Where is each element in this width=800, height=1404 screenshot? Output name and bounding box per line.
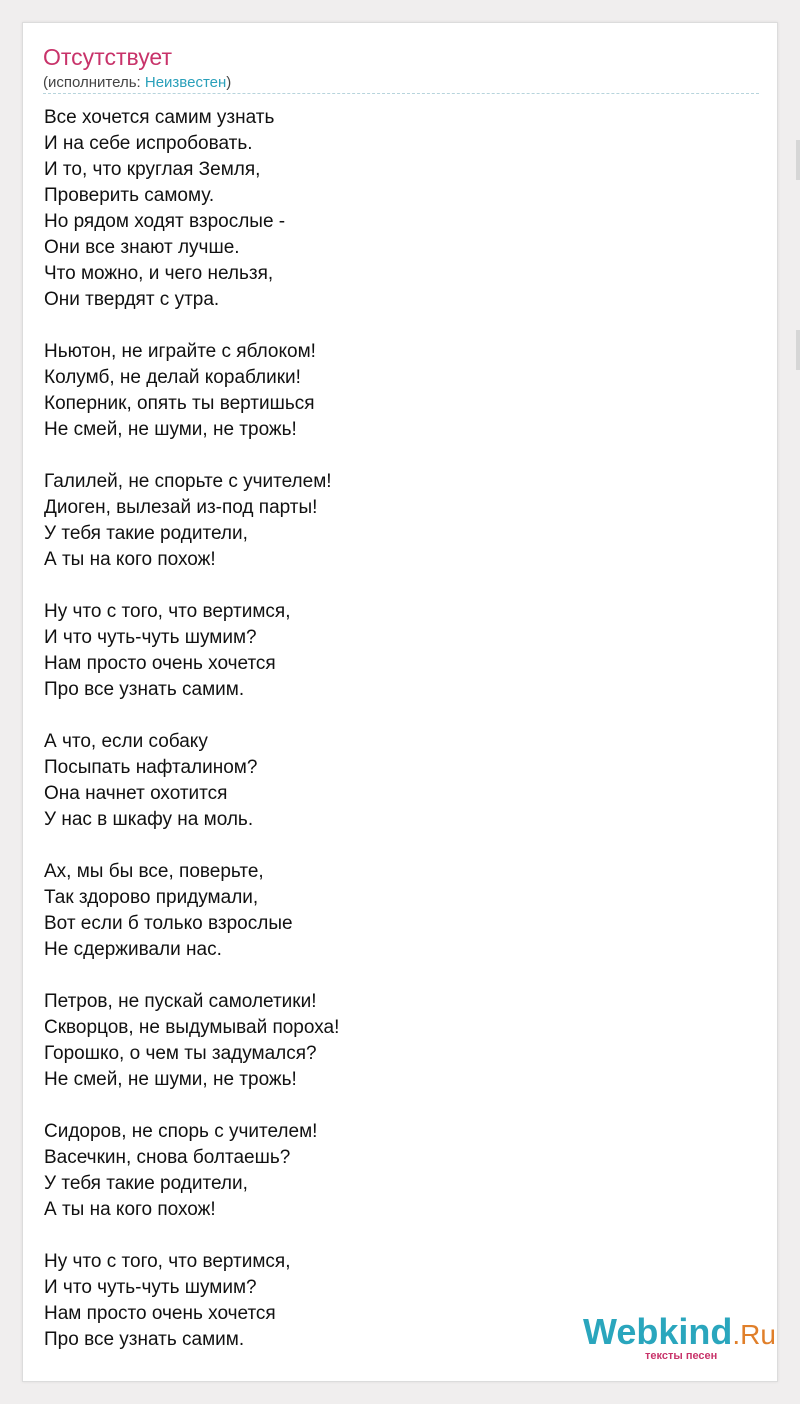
lyric-line: Колумб, не делай кораблики! [44, 367, 301, 388]
lyric-line: Вот если б только взрослые [44, 913, 293, 934]
stanza [44, 105, 744, 313]
lyric-line: Все хочется самим узнать [44, 107, 275, 128]
lyric-line: Сидоров, не спорь с учителем! [44, 1121, 318, 1142]
lyric-line: И то, что круглая Земля, [44, 159, 261, 180]
lyric-line: Ну что с того, что вертимся, [44, 601, 291, 622]
lyric-line: Про все узнать самим. [44, 679, 245, 700]
title-divider [43, 93, 759, 94]
lyric-line: Нам просто очень хочется [44, 1303, 276, 1324]
lyrics-card [22, 22, 778, 1382]
lyric-line: Коперник, опять ты вертишься [44, 393, 315, 414]
lyric-line: И что чуть-чуть шумим? [44, 1277, 257, 1298]
stanza [44, 729, 744, 833]
lyric-line: Нам просто очень хочется [44, 653, 276, 674]
artist-suffix: ) [226, 74, 232, 91]
lyric-line: Они твердят с утра. [44, 289, 220, 310]
stanza [44, 1119, 744, 1223]
stanza [44, 469, 744, 573]
artist-line [43, 73, 231, 93]
lyric-line: Ах, мы бы все, поверьте, [44, 861, 264, 882]
lyric-line: Так здорово придумали, [44, 887, 259, 908]
stanza [44, 859, 744, 963]
lyric-line: Скворцов, не выдумывай пороха! [44, 1017, 340, 1038]
lyric-line: Что можно, и чего нельзя, [44, 263, 274, 284]
lyric-line: Не сдерживали нас. [44, 939, 222, 960]
logo-tld: .Ru [732, 1319, 776, 1350]
stanza [44, 339, 744, 443]
lyric-line: У нас в шкафу на моль. [44, 809, 254, 830]
lyric-line: Васечкин, снова болтаешь? [44, 1147, 291, 1168]
lyric-line: И что чуть-чуть шумим? [44, 627, 257, 648]
lyric-line: А ты на кого похож! [44, 549, 216, 570]
lyric-line: Не смей, не шуми, не трожь! [44, 1069, 297, 1090]
lyric-line: Ну что с того, что вертимся, [44, 1251, 291, 1272]
lyric-line: А что, если собаку [44, 731, 208, 752]
logo-wordmark [583, 1312, 776, 1355]
lyric-line: Петров, не пускай самолетики! [44, 991, 317, 1012]
logo-main-text: Webkind [583, 1311, 733, 1352]
song-title: Отсутствует [43, 44, 172, 70]
lyric-line: Они все знают лучше. [44, 237, 240, 258]
lyric-line: Ньютон, не играйте с яблоком! [44, 341, 316, 362]
lyric-line: А ты на кого похож! [44, 1199, 216, 1220]
stanza [44, 599, 744, 703]
lyric-line: Проверить самому. [44, 185, 215, 206]
lyric-line: У тебя такие родители, [44, 523, 248, 544]
lyrics-text [44, 105, 744, 1353]
lyric-line: Она начнет охотится [44, 783, 228, 804]
lyric-line: У тебя такие родители, [44, 1173, 248, 1194]
lyric-line: Посыпать нафталином? [44, 757, 258, 778]
webkind-logo[interactable] [583, 1312, 783, 1382]
artist-prefix: (исполнитель: [43, 74, 145, 91]
scrollbar-mark-bottom [796, 330, 800, 370]
scrollbar-mark-top [796, 140, 800, 180]
artist-link[interactable]: Неизвестен [144, 74, 227, 91]
stanza [44, 989, 744, 1093]
lyric-line: И на себе испробовать. [44, 133, 253, 154]
lyric-line: Диоген, вылезай из-под парты! [44, 497, 318, 518]
lyric-line: Не смей, не шуми, не трожь! [44, 419, 297, 440]
lyric-line: Но рядом ходят взрослые - [44, 211, 286, 232]
lyric-line: Горошко, о чем ты задумался? [44, 1043, 317, 1064]
lyric-line: Про все узнать самим. [44, 1329, 245, 1350]
lyric-line: Галилей, не спорьте с учителем! [44, 471, 332, 492]
logo-tagline: тексты песен [645, 1350, 718, 1362]
